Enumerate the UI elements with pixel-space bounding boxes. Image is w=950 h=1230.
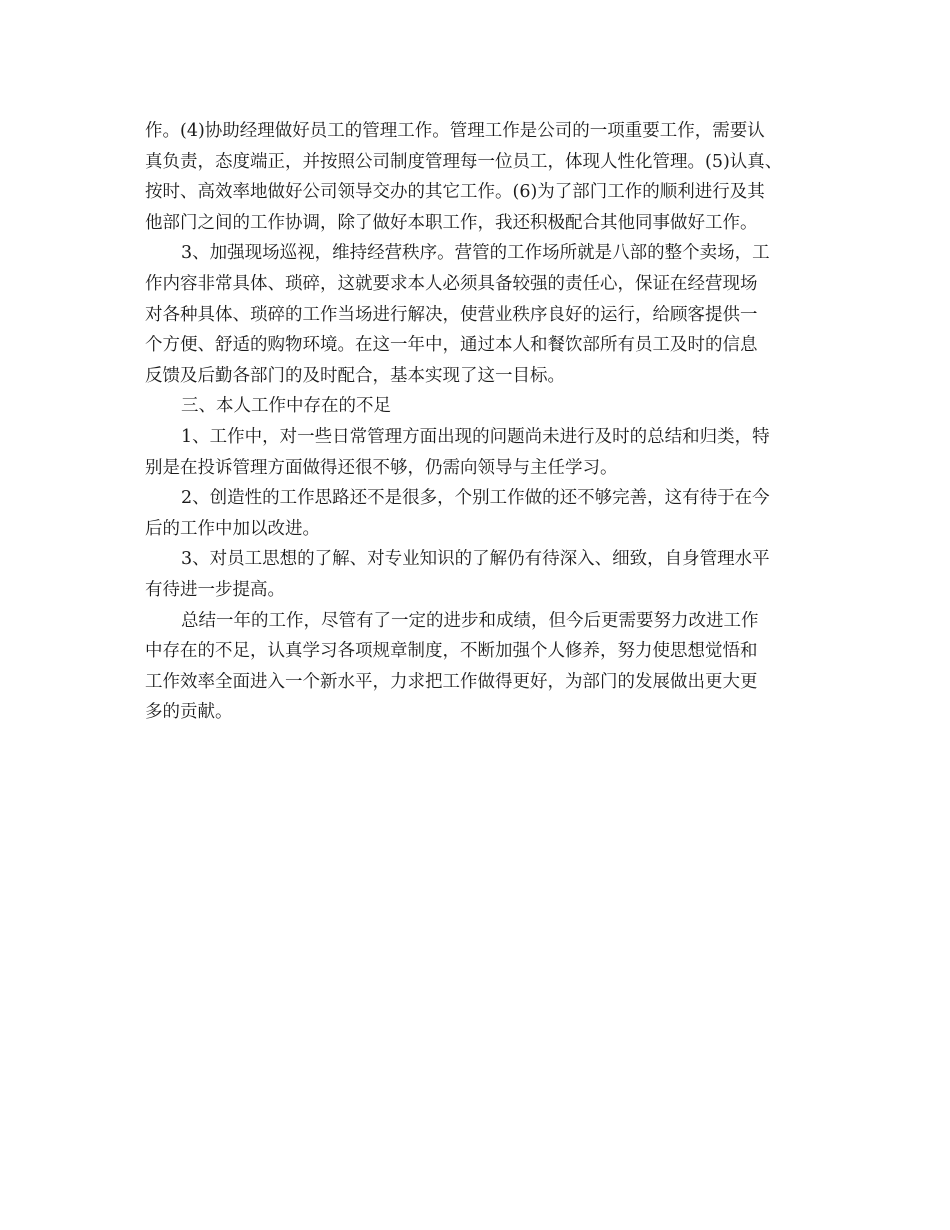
paragraph (145, 606, 810, 728)
paragraph (145, 391, 810, 422)
text-line: 作内容非常具体、琐碎，这就要求本人必须具备较强的责任心，保证在经营现场 (145, 273, 758, 294)
text-line: 3、对员工思想的了解、对专业知识的了解仍有待深入、细致，自身管理水平 (181, 549, 770, 570)
text-line: 他部门之间的工作协调，除了做好本职工作，我还积极配合其他同事做好工作。 (145, 212, 758, 233)
paragraph (145, 116, 810, 238)
text-line: 有待进一步提高。 (145, 579, 285, 600)
text-line: 1、工作中，对一些日常管理方面出现的问题尚未进行及时的总结和归类，特 (181, 426, 770, 447)
text-line: 总结一年的工作，尽管有了一定的进步和成绩，但今后更需要努力改进工作 (181, 610, 759, 631)
paragraph (145, 422, 810, 483)
text-line: 后的工作中加以改进。 (145, 518, 320, 539)
text-line: 别是在投诉管理方面做得还很不够，仍需向领导与主任学习。 (145, 457, 618, 478)
text-line: 多的贡献。 (145, 702, 233, 723)
text-line: 个方便、舒适的购物环境。在这一年中，通过本人和餐饮部所有员工及时的信息 (145, 335, 758, 356)
text-line: 三、本人工作中存在的不足 (181, 396, 391, 417)
text-line: 反馈及后勤各部门的及时配合，基本实现了这一目标。 (145, 365, 565, 386)
text-line: 作。(4)协助经理做好员工的管理工作。管理工作是公司的一项重要工作，需要认 (145, 121, 765, 141)
text-line: 工作效率全面进入一个新水平，力求把工作做得更好，为部门的发展做出更大更 (145, 671, 758, 692)
paragraph (145, 483, 810, 544)
paragraph (145, 238, 810, 391)
text-line: 真负责，态度端正，并按照公司制度管理每一位员工，体现人性化管理。(5)认真、 (145, 151, 783, 172)
document-body (145, 116, 810, 728)
text-line: 按时、高效率地做好公司领导交办的其它工作。(6)为了部门工作的顺利进行及其 (145, 182, 765, 203)
text-line: 中存在的不足，认真学习各项规章制度，不断加强个人修养，努力使思想觉悟和 (145, 641, 758, 662)
text-line: 3、加强现场巡视，维持经营秩序。营管的工作场所就是八部的整个卖场，工 (181, 243, 770, 264)
paragraph (145, 544, 810, 605)
text-line: 2、创造性的工作思路还不是很多，个别工作做的还不够完善，这有待于在今 (181, 488, 770, 509)
text-line: 对各种具体、琐碎的工作当场进行解决，使营业秩序良好的运行，给顾客提供一 (145, 304, 758, 325)
